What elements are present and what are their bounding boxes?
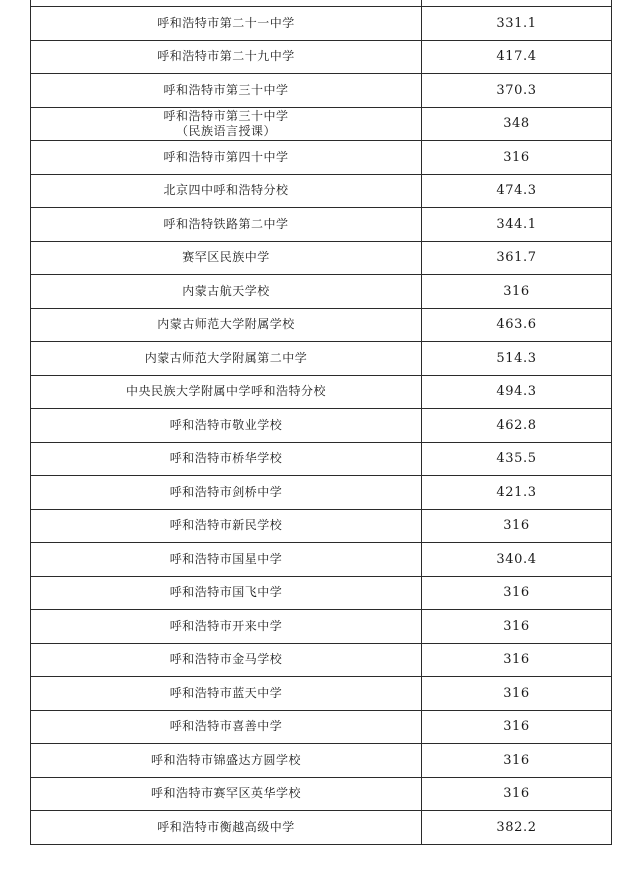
school-cell: 呼和浩特市第三十中学 xyxy=(31,74,422,108)
table-row xyxy=(31,342,612,376)
school-cell: 呼和浩特市喜善中学 xyxy=(31,710,422,744)
school-cell: 呼和浩特市桥华学校 xyxy=(31,442,422,476)
table-row xyxy=(31,476,612,510)
score-cell: 316 xyxy=(422,710,612,744)
score-cell: 361.7 xyxy=(422,241,612,275)
table-row xyxy=(31,677,612,711)
table-row xyxy=(31,174,612,208)
school-cell: 中央民族大学附属中学呼和浩特分校 xyxy=(31,375,422,409)
score-cell: 494.3 xyxy=(422,375,612,409)
score-cell: 382.2 xyxy=(422,811,612,845)
table-row xyxy=(31,543,612,577)
table-row xyxy=(31,275,612,309)
score-cell: 316 xyxy=(422,610,612,644)
score-cell: 474.3 xyxy=(422,174,612,208)
school-cell: 呼和浩特市剑桥中学 xyxy=(31,476,422,510)
table-row xyxy=(31,643,612,677)
table-row xyxy=(31,208,612,242)
school-cell: 呼和浩特铁路第二中学 xyxy=(31,208,422,242)
score-cell: 316 xyxy=(422,509,612,543)
school-cell: 内蒙古师范大学附属学校 xyxy=(31,308,422,342)
table-row xyxy=(31,308,612,342)
table-row xyxy=(31,241,612,275)
school-cell: 呼和浩特市敬业学校 xyxy=(31,409,422,443)
score-cell: 417.4 xyxy=(422,40,612,74)
table-row xyxy=(31,710,612,744)
score-cell: 514.3 xyxy=(422,342,612,376)
score-cell: 316 xyxy=(422,576,612,610)
table-row xyxy=(31,375,612,409)
table-row xyxy=(31,744,612,778)
school-cell: 呼和浩特市第四十中学 xyxy=(31,141,422,175)
school-cell: 呼和浩特市国飞中学 xyxy=(31,576,422,610)
score-cell: 331.1 xyxy=(422,7,612,41)
school-cell: 呼和浩特市锦盛达方圆学校 xyxy=(31,744,422,778)
score-cell: 316 xyxy=(422,744,612,778)
table-row xyxy=(31,777,612,811)
school-cell: 北京四中呼和浩特分校 xyxy=(31,174,422,208)
score-cell: 316 xyxy=(422,777,612,811)
score-cell: 463.6 xyxy=(422,308,612,342)
school-cell: 呼和浩特市开来中学 xyxy=(31,610,422,644)
school-name: 呼和浩特市第三十中学 xyxy=(163,108,289,123)
table-row xyxy=(31,811,612,845)
school-cell: 呼和浩特市金马学校 xyxy=(31,643,422,677)
score-cell: 435.5 xyxy=(422,442,612,476)
school-cell: 内蒙古航天学校 xyxy=(31,275,422,309)
score-cell: 316 xyxy=(422,275,612,309)
school-note: （民族语言授课） xyxy=(175,123,276,138)
score-cell: 340.4 xyxy=(422,543,612,577)
table-row xyxy=(31,141,612,175)
school-cell: 呼和浩特市新民学校 xyxy=(31,509,422,543)
score-cell: 462.8 xyxy=(422,409,612,443)
school-cell: 呼和浩特市第二十一中学 xyxy=(31,7,422,41)
school-cell: 赛罕区民族中学 xyxy=(31,241,422,275)
score-cell: 344.1 xyxy=(422,208,612,242)
school-cell: 呼和浩特市衡越高级中学 xyxy=(31,811,422,845)
school-cell: 呼和浩特市赛罕区英华学校 xyxy=(31,777,422,811)
school-cell: 呼和浩特市第二十九中学 xyxy=(31,40,422,74)
score-cell: 316 xyxy=(422,141,612,175)
score-cell: 316 xyxy=(422,643,612,677)
table-row xyxy=(31,7,612,41)
table-row xyxy=(31,409,612,443)
school-cell xyxy=(31,107,422,141)
score-cell: 348 xyxy=(422,107,612,141)
table-row xyxy=(31,107,612,141)
table-row xyxy=(31,74,612,108)
table-row xyxy=(31,610,612,644)
school-cell: 呼和浩特市蓝天中学 xyxy=(31,677,422,711)
school-score-table xyxy=(30,0,612,845)
table-row xyxy=(31,509,612,543)
score-cell: 316 xyxy=(422,677,612,711)
table-body xyxy=(31,0,612,844)
score-cell: 370.3 xyxy=(422,74,612,108)
school-cell: 内蒙古师范大学附属第二中学 xyxy=(31,342,422,376)
score-cell: 421.3 xyxy=(422,476,612,510)
table-row xyxy=(31,40,612,74)
school-cell: 呼和浩特市国星中学 xyxy=(31,543,422,577)
table-row xyxy=(31,576,612,610)
table-row xyxy=(31,442,612,476)
